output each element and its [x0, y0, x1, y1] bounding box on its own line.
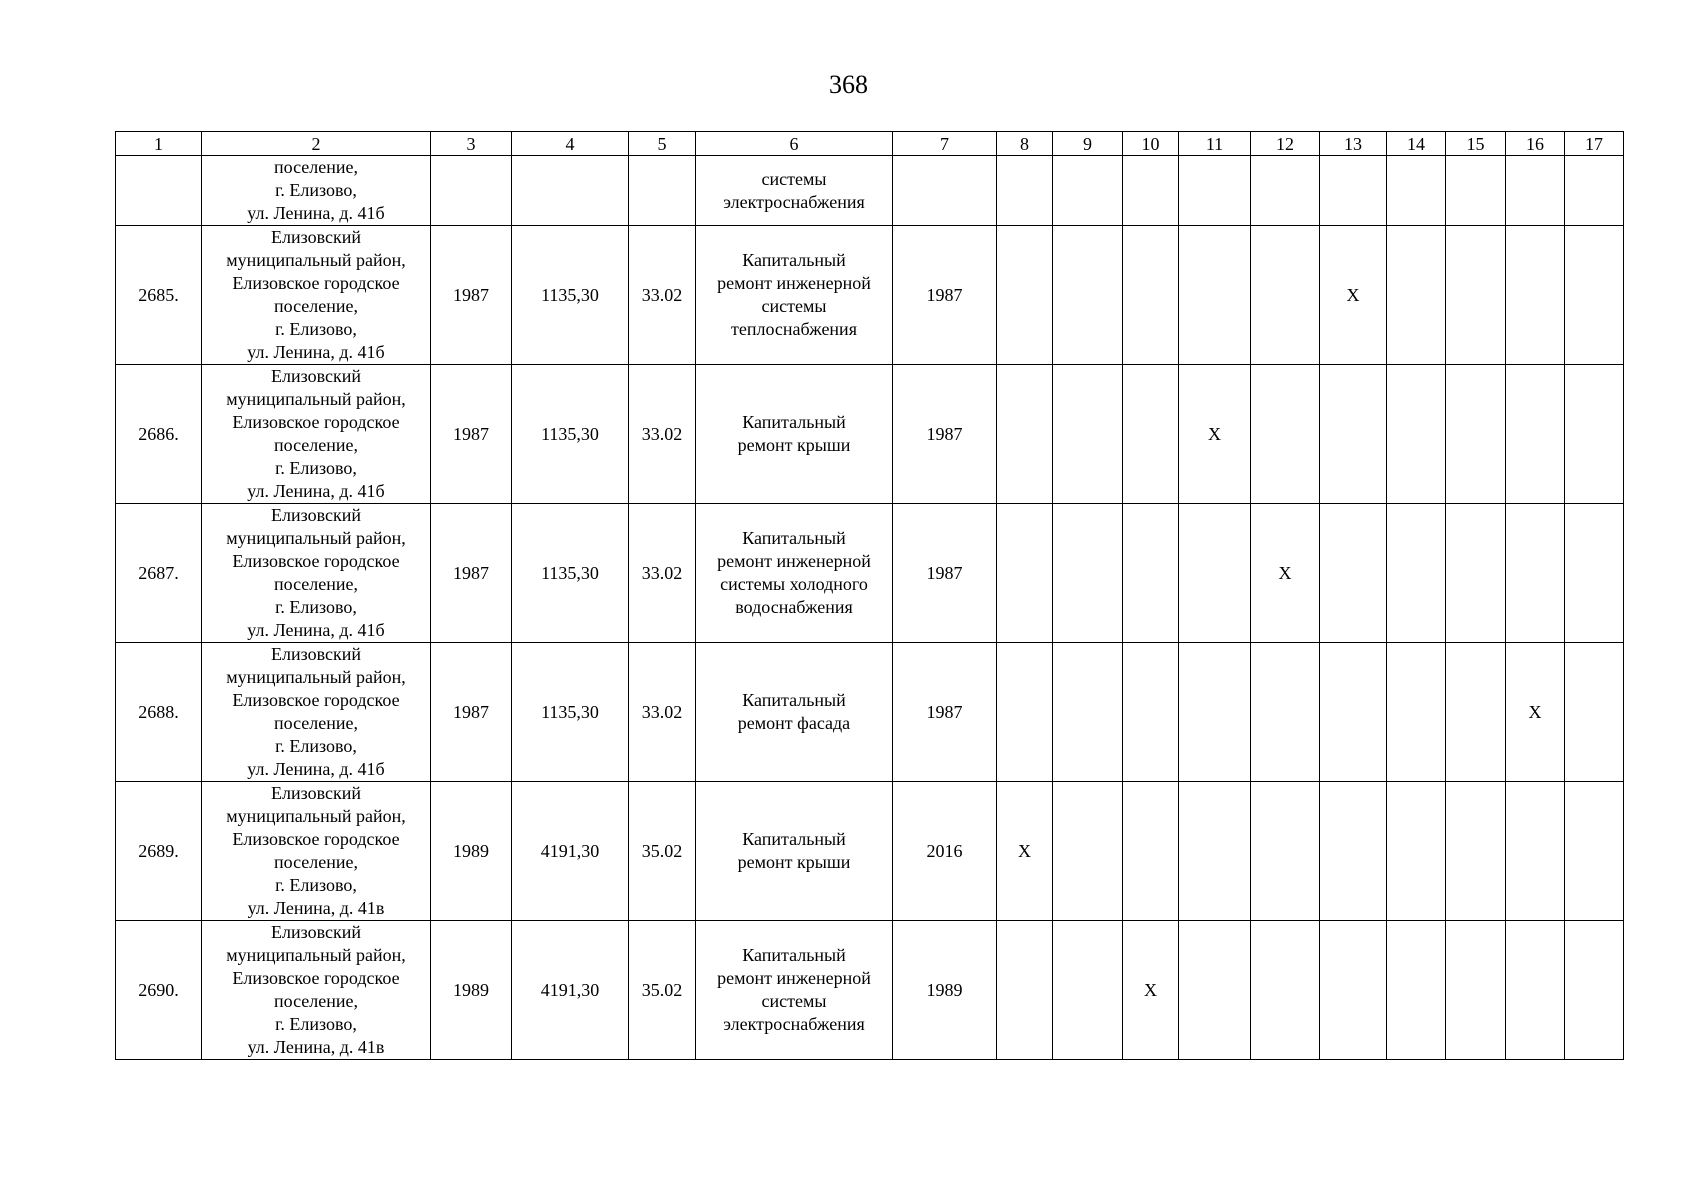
work-type-cell-line: Капитальный: [742, 250, 846, 270]
address-cell-line: ул. Ленина, д. 41б: [247, 203, 385, 223]
address-cell: [202, 156, 431, 226]
column-header-8: 8: [997, 132, 1053, 156]
row-number-cell: 2688.: [116, 643, 202, 782]
table-row: [116, 643, 1624, 782]
address-cell-line: ул. Ленина, д. 41в: [247, 898, 385, 918]
work-type-cell-line: водоснабжения: [735, 597, 853, 617]
work-type-cell-line: ремонт инженерной: [717, 273, 871, 293]
column-header-17: 17: [1565, 132, 1624, 156]
table-row: [116, 782, 1624, 921]
address-cell-line: муниципальный район,: [226, 806, 406, 826]
column-number-header: [116, 132, 1624, 156]
work-type-cell-line: ремонт фасада: [737, 713, 851, 733]
year-last-repair-cell: 2016: [893, 782, 997, 921]
address-cell: [202, 643, 431, 782]
address-cell-line: поселение,: [273, 852, 358, 872]
work-type-cell-line: теплоснабжения: [731, 319, 857, 339]
wear-cell: 33.02: [629, 365, 696, 504]
work-type-cell: [696, 504, 893, 643]
column-15-cell: [1446, 156, 1506, 226]
work-type-cell-line: Капитальный: [742, 829, 846, 849]
column-9-cell: [1053, 782, 1123, 921]
address-cell-line: муниципальный район,: [226, 389, 406, 409]
year-built-cell: 1987: [431, 643, 512, 782]
work-type-cell-line: ремонт крыши: [737, 852, 851, 872]
row-number-cell: 2685.: [116, 226, 202, 365]
column-header-11: 11: [1179, 132, 1251, 156]
address-cell-line: г. Елизово,: [275, 180, 357, 200]
wear-cell: 35.02: [629, 782, 696, 921]
address-cell-line: Елизовский: [270, 922, 361, 942]
year-built-cell: 1987: [431, 226, 512, 365]
area-cell: 1135,30: [512, 226, 629, 365]
wear-cell: [629, 156, 696, 226]
year-built-cell: 1987: [431, 504, 512, 643]
address-cell-line: Елизовский: [270, 227, 361, 247]
address-cell-line: Елизовское городское: [232, 273, 400, 293]
address-cell-line: г. Елизово,: [275, 875, 357, 895]
column-12-cell: [1251, 782, 1320, 921]
work-type-cell-line: системы: [761, 991, 827, 1011]
column-14-cell: [1387, 643, 1446, 782]
work-type-cell-line: Капитальный: [742, 945, 846, 965]
column-7-cell: [893, 156, 997, 226]
column-header-7: 7: [893, 132, 997, 156]
row-number-cell: 2686.: [116, 365, 202, 504]
column-8-cell: [997, 365, 1053, 504]
wear-cell: 33.02: [629, 226, 696, 365]
column-12-cell: [1251, 365, 1320, 504]
column-8-cell: [997, 504, 1053, 643]
column-9-cell: [1053, 643, 1123, 782]
year-last-repair-cell: 1987: [893, 365, 997, 504]
column-11-cell: [1179, 226, 1251, 365]
wear-cell: 33.02: [629, 643, 696, 782]
column-11-cell: [1179, 156, 1251, 226]
address-cell-line: Елизовский: [270, 505, 361, 525]
address-cell-line: Елизовское городское: [232, 829, 400, 849]
column-12-cell: [1251, 226, 1320, 365]
column-14-cell: [1387, 782, 1446, 921]
capital-repair-table: [115, 131, 1624, 1060]
column-16-cell: [1506, 156, 1565, 226]
column-10-cell: [1123, 156, 1179, 226]
column-9-cell: [1053, 156, 1123, 226]
work-type-cell-line: ремонт инженерной: [717, 968, 871, 988]
table-body: [116, 156, 1624, 1060]
table-row: [116, 504, 1624, 643]
work-type-cell-line: электроснабжения: [723, 1014, 865, 1034]
column-8-cell: [997, 156, 1053, 226]
address-cell-line: поселение,: [273, 157, 358, 177]
address-cell-line: Елизовский: [270, 644, 361, 664]
column-header-4: 4: [512, 132, 629, 156]
address-cell-line: поселение,: [273, 713, 358, 733]
address-cell-line: г. Елизово,: [275, 458, 357, 478]
column-10-cell: [1123, 365, 1179, 504]
area-cell: 1135,30: [512, 365, 629, 504]
column-14-cell: [1387, 156, 1446, 226]
work-type-cell-line: Капитальный: [742, 528, 846, 548]
column-11-cell: [1179, 921, 1251, 1060]
work-type-cell: [696, 156, 893, 226]
column-17-cell: [1565, 643, 1624, 782]
column-15-cell: [1446, 226, 1506, 365]
column-17-cell: [1565, 921, 1624, 1060]
column-header-2: 2: [202, 132, 431, 156]
column-9-cell: [1053, 226, 1123, 365]
repair-period-mark: X: [1320, 226, 1387, 365]
address-cell-line: поселение,: [273, 991, 358, 1011]
repair-period-mark: X: [1123, 921, 1179, 1060]
repair-period-mark: X: [1506, 643, 1565, 782]
work-type-cell: [696, 365, 893, 504]
address-cell-line: Елизовский: [270, 366, 361, 386]
year-built-cell: 1989: [431, 921, 512, 1060]
table-row: [116, 921, 1624, 1060]
address-cell-line: Елизовское городское: [232, 412, 400, 432]
column-8-cell: [997, 226, 1053, 365]
column-header-12: 12: [1251, 132, 1320, 156]
address-cell-line: г. Елизово,: [275, 319, 357, 339]
address-cell: [202, 226, 431, 365]
address-cell-line: Елизовское городское: [232, 968, 400, 988]
work-type-cell-line: Капитальный: [742, 690, 846, 710]
column-13-cell: [1320, 921, 1387, 1060]
column-14-cell: [1387, 226, 1446, 365]
work-type-cell: [696, 643, 893, 782]
column-9-cell: [1053, 504, 1123, 643]
year-built-cell: 1989: [431, 782, 512, 921]
wear-cell: 35.02: [629, 921, 696, 1060]
column-header-6: 6: [696, 132, 893, 156]
column-header-16: 16: [1506, 132, 1565, 156]
column-header-10: 10: [1123, 132, 1179, 156]
column-11-cell: [1179, 643, 1251, 782]
address-cell: [202, 504, 431, 643]
address-cell-line: поселение,: [273, 435, 358, 455]
column-13-cell: [1320, 782, 1387, 921]
address-cell-line: поселение,: [273, 574, 358, 594]
column-8-cell: [997, 643, 1053, 782]
row-number-cell: 2689.: [116, 782, 202, 921]
column-14-cell: [1387, 365, 1446, 504]
address-cell: [202, 921, 431, 1060]
column-8-cell: [997, 921, 1053, 1060]
column-15-cell: [1446, 782, 1506, 921]
column-14-cell: [1387, 921, 1446, 1060]
address-cell-line: Елизовский: [270, 783, 361, 803]
column-11-cell: [1179, 782, 1251, 921]
repair-period-mark: X: [1179, 365, 1251, 504]
table-row: [116, 365, 1624, 504]
area-cell: [512, 156, 629, 226]
column-17-cell: [1565, 504, 1624, 643]
year-built-cell: 1987: [431, 365, 512, 504]
column-9-cell: [1053, 921, 1123, 1060]
year-last-repair-cell: 1987: [893, 643, 997, 782]
column-17-cell: [1565, 226, 1624, 365]
address-cell-line: г. Елизово,: [275, 736, 357, 756]
column-header-13: 13: [1320, 132, 1387, 156]
year-built-cell: [431, 156, 512, 226]
column-header-15: 15: [1446, 132, 1506, 156]
address-cell-line: муниципальный район,: [226, 945, 406, 965]
address-cell-line: Елизовское городское: [232, 690, 400, 710]
column-13-cell: [1320, 365, 1387, 504]
work-type-cell-line: системы холодного: [720, 574, 868, 594]
column-10-cell: [1123, 643, 1179, 782]
address-cell-line: муниципальный район,: [226, 667, 406, 687]
wear-cell: 33.02: [629, 504, 696, 643]
column-header-3: 3: [431, 132, 512, 156]
column-16-cell: [1506, 365, 1565, 504]
column-12-cell: [1251, 156, 1320, 226]
table-row: [116, 226, 1624, 365]
work-type-cell-line: Капитальный: [742, 412, 846, 432]
column-17-cell: [1565, 365, 1624, 504]
column-13-cell: [1320, 643, 1387, 782]
address-cell-line: поселение,: [273, 296, 358, 316]
column-16-cell: [1506, 921, 1565, 1060]
row-number-cell: 2687.: [116, 504, 202, 643]
work-type-cell: [696, 226, 893, 365]
column-13-cell: [1320, 504, 1387, 643]
column-15-cell: [1446, 643, 1506, 782]
year-last-repair-cell: 1989: [893, 921, 997, 1060]
column-12-cell: [1251, 921, 1320, 1060]
area-cell: 4191,30: [512, 782, 629, 921]
work-type-cell-line: ремонт инженерной: [717, 551, 871, 571]
column-10-cell: [1123, 782, 1179, 921]
column-10-cell: [1123, 504, 1179, 643]
table-row-continued: [116, 156, 1624, 226]
column-11-cell: [1179, 504, 1251, 643]
column-16-cell: [1506, 504, 1565, 643]
address-cell-line: муниципальный район,: [226, 528, 406, 548]
work-type-cell-line: системы: [761, 168, 827, 189]
area-cell: 1135,30: [512, 504, 629, 643]
column-15-cell: [1446, 365, 1506, 504]
work-type-cell: [696, 782, 893, 921]
work-type-cell-line: системы: [761, 296, 827, 316]
address-cell-line: г. Елизово,: [275, 1014, 357, 1034]
column-13-cell: [1320, 156, 1387, 226]
area-cell: 1135,30: [512, 643, 629, 782]
work-type-cell-line: электроснабжения: [723, 191, 865, 212]
page-number: 368: [829, 70, 868, 99]
column-17-cell: [1565, 156, 1624, 226]
column-16-cell: [1506, 226, 1565, 365]
column-header-1: 1: [116, 132, 202, 156]
address-cell-line: ул. Ленина, д. 41б: [247, 620, 385, 640]
column-10-cell: [1123, 226, 1179, 365]
address-cell-line: ул. Ленина, д. 41б: [247, 342, 385, 362]
column-12-cell: [1251, 643, 1320, 782]
area-cell: 4191,30: [512, 921, 629, 1060]
repair-period-mark: X: [997, 782, 1053, 921]
address-cell-line: ул. Ленина, д. 41б: [247, 759, 385, 779]
address-cell: [202, 365, 431, 504]
column-9-cell: [1053, 365, 1123, 504]
column-15-cell: [1446, 504, 1506, 643]
column-17-cell: [1565, 782, 1624, 921]
address-cell-line: г. Елизово,: [275, 597, 357, 617]
address-cell-line: ул. Ленина, д. 41б: [247, 481, 385, 501]
column-header-5: 5: [629, 132, 696, 156]
column-header-14: 14: [1387, 132, 1446, 156]
column-14-cell: [1387, 504, 1446, 643]
repair-period-mark: X: [1251, 504, 1320, 643]
address-cell-line: муниципальный район,: [226, 250, 406, 270]
year-last-repair-cell: 1987: [893, 504, 997, 643]
work-type-cell-line: ремонт крыши: [737, 435, 851, 455]
column-15-cell: [1446, 921, 1506, 1060]
address-cell-line: Елизовское городское: [232, 551, 400, 571]
row-number-cell: [116, 156, 202, 226]
address-cell: [202, 782, 431, 921]
address-cell-line: ул. Ленина, д. 41в: [247, 1037, 385, 1057]
year-last-repair-cell: 1987: [893, 226, 997, 365]
work-type-cell: [696, 921, 893, 1060]
row-number-cell: 2690.: [116, 921, 202, 1060]
column-header-9: 9: [1053, 132, 1123, 156]
column-16-cell: [1506, 782, 1565, 921]
